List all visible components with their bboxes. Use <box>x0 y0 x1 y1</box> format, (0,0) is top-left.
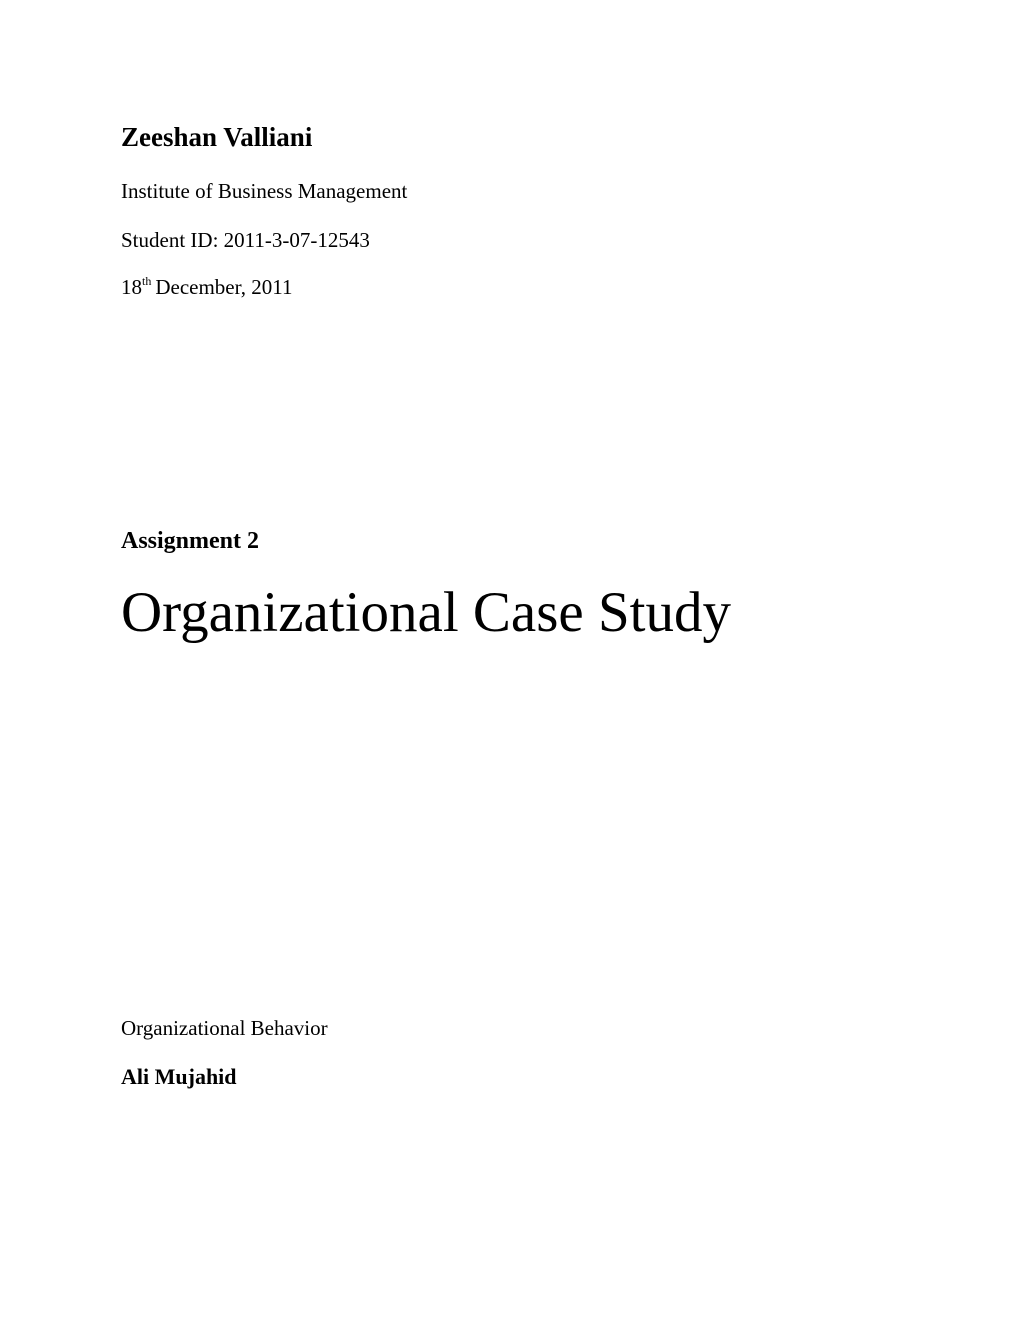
course-name: Organizational Behavior <box>121 1016 328 1040</box>
document-title: Organizational Case Study <box>121 581 731 644</box>
date-month-year: December, 2011 <box>155 275 293 299</box>
date-day-suffix: th <box>142 274 152 288</box>
instructor-name: Ali Mujahid <box>121 1064 237 1089</box>
assignment-label: Assignment 2 <box>121 528 260 554</box>
date-day: 18 <box>121 275 142 299</box>
student-id: Student ID: 2011-3-07-12543 <box>121 228 370 252</box>
author-name: Zeeshan Valliani <box>121 122 313 152</box>
institute-name: Institute of Business Management <box>121 179 408 203</box>
submission-date <box>121 275 293 300</box>
